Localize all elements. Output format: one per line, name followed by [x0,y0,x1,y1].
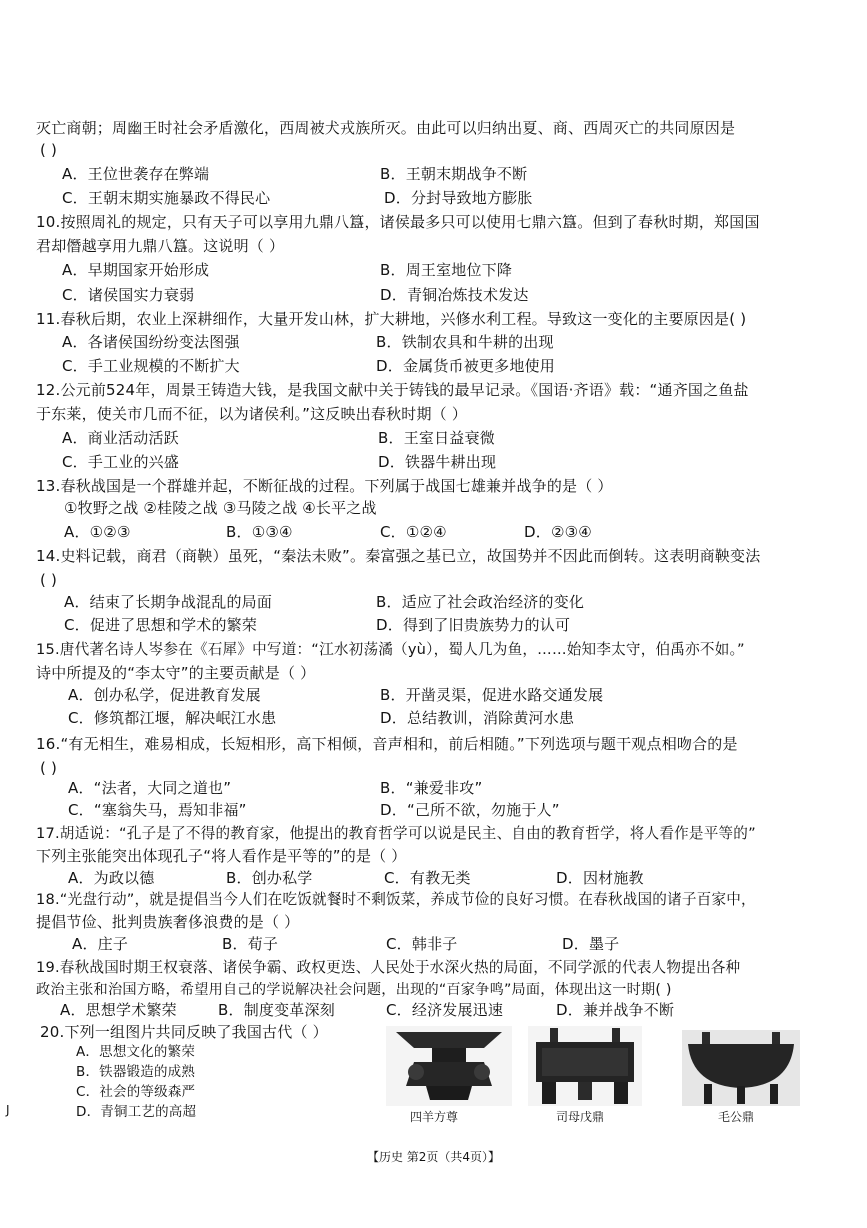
q18-option-a: A．庄子 [72,935,129,953]
q17-option-c: C．有教无类 [384,869,471,887]
q18-stem-1: 18.“光盘行动”，就是提倡当今人们在吃饭就餐时不剩饭菜，养成节俭的良好习惯。在春秋战国的诸子百家中， [36,891,756,908]
q19-stem-2: 政治主张和治国方略，希望用自己的学说解决社会问题，出现的“百家争鸣”局面，体现出这一时期( ) [36,982,672,998]
q11-option-c: C．手工业规模的不断扩大 [62,357,240,375]
q13-items: ①牧野之战 ②桂陵之战 ③马陵之战 ④长平之战 [64,499,377,517]
q12-option-b: B．王室日益衰微 [378,429,495,447]
q11-option-d: D．金属货币被更多地使用 [376,357,555,375]
q9-option-a: A．王位世袭存在弊端 [62,165,210,183]
q19-option-a: A．思想学术繁荣 [60,1001,177,1019]
q19-option-b: B．制度变革深刻 [218,1001,335,1019]
q17-option-a: A．为政以德 [68,869,155,887]
q20-option-c: C．社会的等级森严 [76,1084,196,1100]
four-goat-square-zun-image [386,1026,512,1106]
caption-maogong-ding: 毛公鼎 [718,1110,755,1124]
caption-simuwu-ding: 司母戊鼎 [556,1110,605,1124]
q13-option-c: C．①②④ [380,523,447,541]
q15-stem-2: 诗中所提及的“李太守”的主要贡献是（ ） [36,664,316,682]
q14-option-d: D．得到了旧贵族势力的认可 [376,616,571,634]
margin-mark: J [6,1103,10,1117]
q9-paren: ( ) [40,141,58,159]
q14-option-a: A．结束了长期争战混乱的局面 [64,593,273,611]
q15-option-c: C．修筑都江堰，解决岷江水患 [68,709,277,727]
q17-stem-2: 下列主张能突出体现孔子“将人看作是平等的”的是（ ） [36,847,407,865]
q12-option-c: C．手工业的兴盛 [62,453,180,471]
q16-option-d: D．“己所不欲，勿施于人” [380,801,560,819]
q19-stem-1: 19.春秋战国时期王权衰落、诸侯争霸、政权更迭、人民处于水深火热的局面，不同学派的代表人物提出各种 [36,959,741,976]
q15-option-b: B．开凿灵渠，促进水路交通发展 [380,686,604,704]
q12-option-d: D．铁器牛耕出现 [378,453,497,471]
q10-option-c: C．诸侯国实力衰弱 [62,286,195,304]
q20-stem: 20.下列一组图片共同反映了我国古代（ ） [40,1023,328,1041]
page-footer: 【历史 第2页（共4页）】 [366,1150,501,1164]
q13-stem: 13.春秋战国是一个群雄并起，不断征战的过程。下列属于战国七雄兼并战争的是（ ） [36,477,613,495]
q20-option-d: D．青铜工艺的高超 [76,1104,197,1120]
q13-option-a: A．①②③ [64,523,131,541]
q9-stem: 灭亡商朝；周幽王时社会矛盾激化，西周被犬戎族所灭。由此可以归纳出夏、商、西周灭亡的共同原因是 [36,119,736,137]
q12-stem-2: 于东莱，使关市几而不征，以为诸侯利。”这反映出春秋时期（ ） [36,405,468,423]
q10-option-a: A．早期国家开始形成 [62,261,210,279]
q17-stem-1: 17.胡适说：“孔子是了不得的教育家，他提出的教育哲学可以说是民主、自由的教育哲学，将人看作是平等的” [36,825,756,842]
q16-paren: ( ) [40,759,58,777]
q16-option-c: C．“塞翁失马，焉知非福” [68,801,247,819]
q11-option-b: B．铁制农具和牛耕的出现 [376,333,554,351]
q19-option-d: D．兼并战争不断 [556,1001,675,1019]
q17-option-d: D．因材施教 [556,869,644,887]
caption-four-goat-zun: 四羊方尊 [410,1110,459,1124]
q10-stem-2: 君却僭越享用九鼎八簋。这说明（ ） [36,237,285,255]
q9-option-b: B．王朝末期战争不断 [380,165,528,183]
q13-option-b: B．①③④ [226,523,293,541]
q18-stem-2: 提倡节俭、批判贵族奢侈浪费的是（ ） [36,913,300,931]
q12-option-a: A．商业活动活跃 [62,429,179,447]
q10-stem-1: 10.按照周礼的规定，只有天子可以享用九鼎八簋，诸侯最多只可以使用七鼎六簋。但到了春秋时期，郑国国 [36,213,760,231]
maogong-ding-image [682,1030,800,1106]
q15-option-d: D．总结教训，消除黄河水患 [380,709,575,727]
q14-stem: 14.史料记载，商君（商鞅）虽死，“秦法未败”。秦富强之基已立，故国势并不因此而倒转。这表明商鞅变法 [36,547,761,565]
q11-stem: 11.春秋后期，农业上深耕细作，大量开发山林，扩大耕地，兴修水利工程。导致这一变化的主要原因是( ) [36,310,747,328]
q14-option-b: B．适应了社会政治经济的变化 [376,593,585,611]
q18-option-b: B．荀子 [222,935,279,953]
q20-option-a: A．思想文化的繁荣 [76,1044,196,1060]
q14-option-c: C．促进了思想和学术的繁荣 [64,616,258,634]
q18-option-c: C．韩非子 [386,935,458,953]
q11-option-a: A．各诸侯国纷纷变法图强 [62,333,240,351]
q9-option-d: D．分封导致地方膨胀 [384,189,533,207]
q16-option-a: A．“法者，大同之道也” [68,779,232,797]
q15-option-a: A．创办私学，促进教育发展 [68,686,261,704]
q10-option-d: D．青铜冶炼技术发达 [380,286,529,304]
q16-option-b: B．“兼爱非攻” [380,779,483,797]
q20-option-b: B．铁器锻造的成熟 [76,1064,196,1080]
q17-option-b: B．创办私学 [226,869,313,887]
q16-stem: 16.“有无相生，难易相成，长短相形，高下相倾，音声相和，前后相随。”下列选项与题干观点相吻合的是 [36,735,738,753]
q18-option-d: D．墨子 [562,935,620,953]
q19-option-c: C．经济发展迅速 [386,1001,504,1019]
q15-stem-1: 15.唐代著名诗人岑参在《石犀》中写道：“江水初荡潏（yù），蜀人几为鱼，……始知李太守，伯禹亦不如。” [36,641,745,658]
q13-option-d: D．②③④ [524,523,592,541]
q10-option-b: B．周王室地位下降 [380,261,513,279]
q14-paren: ( ) [40,571,58,589]
simuwu-ding-image [528,1026,642,1106]
q12-stem-1: 12.公元前524年，周景王铸造大钱，是我国文献中关于铸钱的最早记录。《国语·齐语》载：“通齐国之鱼盐 [36,381,749,399]
q9-option-c: C．王朝末期实施暴政不得民心 [62,189,271,207]
